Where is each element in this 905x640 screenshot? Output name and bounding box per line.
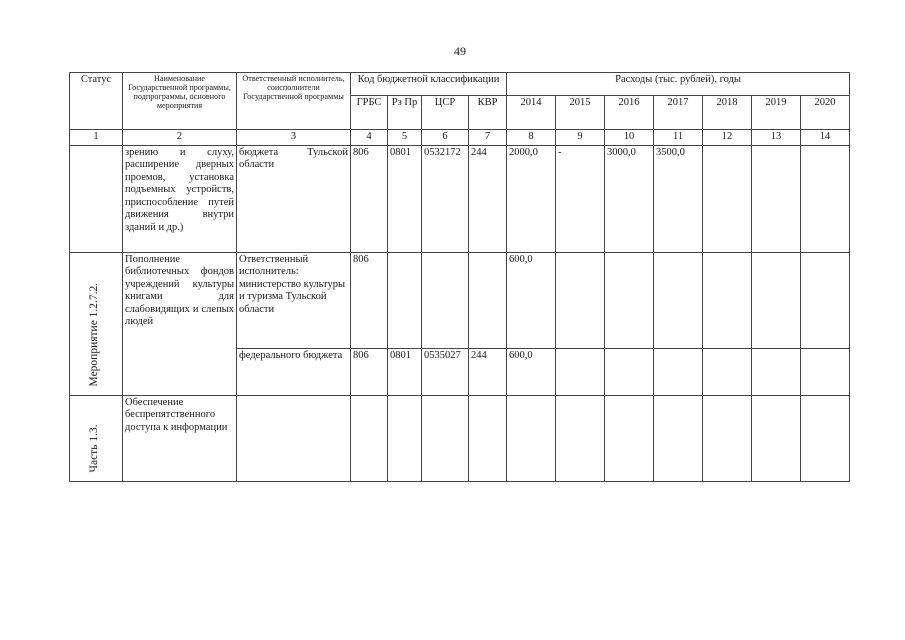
- header-rzpr: Рз Пр: [388, 96, 422, 130]
- name-cell: Пополнение библиотечных фондов учреждений культуры книгами для слабовидящих и слепых людей: [123, 252, 237, 395]
- year-value-cell: [605, 395, 654, 481]
- header-year: 2018: [703, 96, 752, 130]
- column-number: 13: [752, 130, 801, 146]
- year-value-cell: 3500,0: [654, 145, 703, 252]
- header-year: 2014: [507, 96, 556, 130]
- column-number: 6: [422, 130, 469, 146]
- status-label: Часть 1.3.: [88, 424, 100, 473]
- executor-cell: [237, 395, 351, 481]
- year-value-cell: [801, 252, 850, 348]
- header-expenses: Расходы (тыс. рублей), годы: [507, 73, 850, 96]
- year-value-cell: [654, 348, 703, 395]
- year-value-cell: [507, 395, 556, 481]
- csr-cell: 0532172: [422, 145, 469, 252]
- year-value-cell: [654, 395, 703, 481]
- status-cell: [70, 145, 123, 252]
- year-value-cell: [605, 252, 654, 348]
- executor-cell: бюджета Тульской области: [237, 145, 351, 252]
- kvr-cell: [469, 252, 507, 348]
- column-number: 10: [605, 130, 654, 146]
- year-value-cell: 600,0: [507, 348, 556, 395]
- budget-table: [69, 72, 850, 482]
- year-value-cell: [703, 395, 752, 481]
- year-value-cell: [605, 348, 654, 395]
- column-number: 5: [388, 130, 422, 146]
- table-row: [70, 252, 850, 348]
- year-value-cell: [752, 252, 801, 348]
- status-label: Мероприятие 1.2.7.2.: [88, 282, 100, 387]
- header-name: Наименование Государственной программы, подпрограммы, основного мероприятия: [123, 73, 237, 130]
- executor-cell: Ответственный исполнитель: министерство культуры и туризма Тульской области: [237, 252, 351, 348]
- column-number: 4: [351, 130, 388, 146]
- year-value-cell: [801, 145, 850, 252]
- year-value-cell: [801, 395, 850, 481]
- year-value-cell: [556, 395, 605, 481]
- year-value-cell: [752, 145, 801, 252]
- rzpr-cell: 0801: [388, 348, 422, 395]
- year-value-cell: [556, 348, 605, 395]
- header-year: 2016: [605, 96, 654, 130]
- header-year: 2017: [654, 96, 703, 130]
- column-number: 9: [556, 130, 605, 146]
- year-value-cell: [703, 145, 752, 252]
- column-number: 12: [703, 130, 752, 146]
- header-year: 2019: [752, 96, 801, 130]
- rzpr-cell: 0801: [388, 145, 422, 252]
- year-value-cell: [654, 252, 703, 348]
- year-value-cell: 600,0: [507, 252, 556, 348]
- header-grbs: ГРБС: [351, 96, 388, 130]
- year-value-cell: 2000,0: [507, 145, 556, 252]
- column-number: 14: [801, 130, 850, 146]
- csr-cell: [422, 252, 469, 348]
- kvr-cell: 244: [469, 145, 507, 252]
- grbs-cell: 806: [351, 348, 388, 395]
- year-value-cell: [703, 252, 752, 348]
- header-executor: Ответственный исполнитель, соисполнители Государственной программы: [237, 73, 351, 130]
- grbs-cell: 806: [351, 145, 388, 252]
- column-number: 3: [237, 130, 351, 146]
- year-value-cell: [752, 395, 801, 481]
- kvr-cell: [469, 395, 507, 481]
- column-number: 8: [507, 130, 556, 146]
- header-budget-code: Код бюджетной классификации: [351, 73, 507, 96]
- table-row: [70, 395, 850, 481]
- column-number: 7: [469, 130, 507, 146]
- year-value-cell: 3000,0: [605, 145, 654, 252]
- year-value-cell: -: [556, 145, 605, 252]
- header-row-top: [70, 73, 850, 96]
- csr-cell: 0535027: [422, 348, 469, 395]
- kvr-cell: 244: [469, 348, 507, 395]
- status-cell: [70, 395, 123, 481]
- header-csr: ЦСР: [422, 96, 469, 130]
- csr-cell: [422, 395, 469, 481]
- column-number: 2: [123, 130, 237, 146]
- name-cell: Обеспечение беспрепятственного доступа к информации: [123, 395, 237, 481]
- column-number: 11: [654, 130, 703, 146]
- status-cell: [70, 252, 123, 395]
- column-number: 1: [70, 130, 123, 146]
- name-cell: зрению и слуху, расширение дверных проемов, установка подъемных устройств, приспособление путей движения внутри зданий и др.): [123, 145, 237, 252]
- rzpr-cell: [388, 395, 422, 481]
- header-year: 2015: [556, 96, 605, 130]
- header-year: 2020: [801, 96, 850, 130]
- grbs-cell: 806: [351, 252, 388, 348]
- column-number-row: [70, 130, 850, 146]
- table-row: [70, 145, 850, 252]
- executor-cell: федерального бюджета: [237, 348, 351, 395]
- header-kvr: КВР: [469, 96, 507, 130]
- rzpr-cell: [388, 252, 422, 348]
- year-value-cell: [556, 252, 605, 348]
- year-value-cell: [703, 348, 752, 395]
- year-value-cell: [801, 348, 850, 395]
- page-number: 49: [454, 44, 466, 58]
- header-status: Статус: [70, 73, 123, 130]
- year-value-cell: [752, 348, 801, 395]
- grbs-cell: [351, 395, 388, 481]
